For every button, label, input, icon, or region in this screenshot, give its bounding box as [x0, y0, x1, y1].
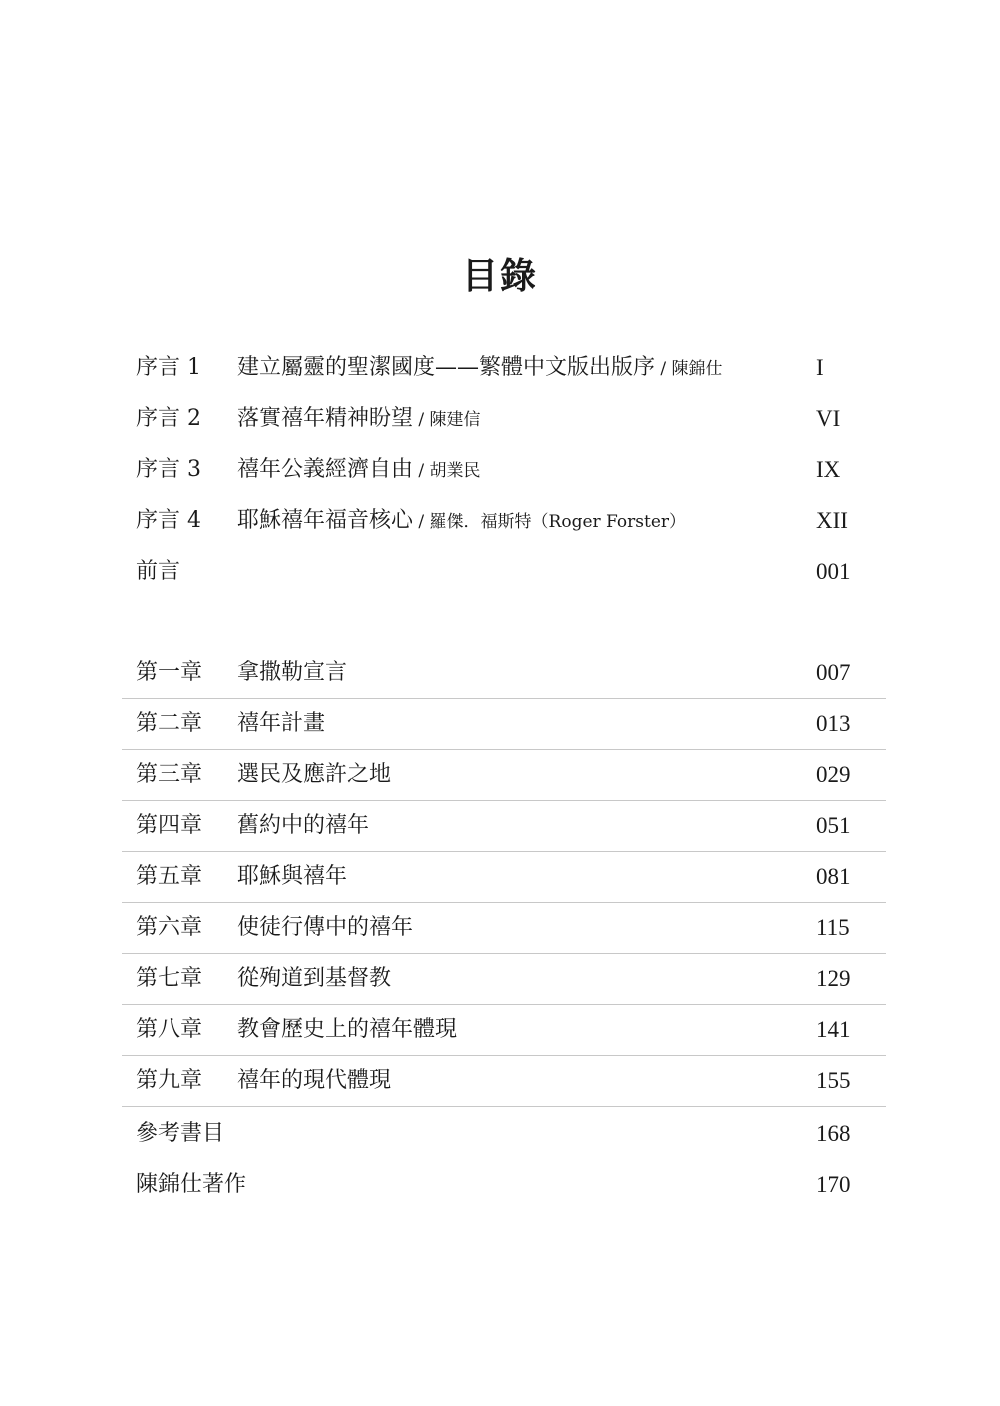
entry-page-number: 007 — [816, 660, 851, 685]
entry-title: 從殉道到基督教 — [237, 966, 392, 991]
entry-page-number: 029 — [816, 762, 851, 787]
entry-page-number: 168 — [816, 1121, 851, 1146]
entry-title: 禧年計畫 — [237, 711, 326, 736]
entry-author: / 羅傑．福斯特（Roger Forster） — [413, 512, 687, 532]
entry-page-number: IX — [816, 457, 841, 482]
entry-label: 序言 1 — [136, 355, 201, 380]
entry-author: / 陳建信 — [413, 410, 481, 430]
toc-entry-foreword[interactable] — [122, 546, 886, 597]
toc-entry-author-works[interactable] — [122, 1159, 886, 1210]
entry-label: 第三章 — [136, 762, 203, 787]
entry-page-number: 170 — [816, 1172, 851, 1197]
toc-entry-chapter-2[interactable] — [122, 698, 886, 750]
entry-title: 教會歷史上的禧年體現 — [237, 1017, 458, 1042]
toc-entry-chapter-9[interactable] — [122, 1055, 886, 1107]
entry-title-text: 落實禧年精神盼望 — [237, 406, 414, 431]
entry-page-number: XII — [816, 508, 848, 533]
entry-title: 舊約中的禧年 — [237, 813, 370, 838]
entry-page-number: 081 — [816, 864, 851, 889]
entry-page-number: 013 — [816, 711, 851, 736]
entry-author: / 胡業民 — [413, 461, 481, 481]
toc-entry-chapter-8[interactable] — [122, 1004, 886, 1056]
entry-label: 序言 2 — [136, 406, 201, 431]
toc-entry-chapter-1[interactable] — [122, 647, 886, 699]
toc-entry-chapter-6[interactable] — [122, 902, 886, 954]
entry-title — [237, 342, 723, 395]
entry-page-number: 129 — [816, 966, 851, 991]
entry-page-number: 115 — [816, 915, 850, 940]
entry-author: / 陳錦仕 — [655, 359, 723, 379]
entry-label: 第六章 — [136, 915, 203, 940]
entry-title: 禧年的現代體現 — [237, 1068, 392, 1093]
entry-title — [237, 495, 686, 548]
entry-title-text: 禧年公義經濟自由 — [237, 457, 414, 482]
toc-entry-preface-2[interactable] — [122, 393, 886, 444]
toc-entry-chapter-3[interactable] — [122, 749, 886, 801]
entry-page-number: 141 — [816, 1017, 851, 1042]
entry-label: 陳錦仕著作 — [136, 1172, 247, 1197]
entry-label: 第二章 — [136, 711, 203, 736]
entry-title — [237, 444, 481, 497]
entry-label: 序言 4 — [136, 508, 201, 533]
entry-label: 第四章 — [136, 813, 203, 838]
page-title: 目錄 — [461, 255, 538, 297]
entry-label: 第一章 — [136, 660, 203, 685]
entry-label: 序言 3 — [136, 457, 201, 482]
entry-page-number: VI — [816, 406, 841, 431]
toc-entry-preface-1[interactable] — [122, 342, 886, 393]
toc-entry-chapter-5[interactable] — [122, 851, 886, 903]
entry-label: 第五章 — [136, 864, 203, 889]
entry-label: 第九章 — [136, 1068, 203, 1093]
entry-page-number: I — [816, 355, 824, 380]
entry-title-text: 耶穌禧年福音核心 — [237, 508, 414, 533]
toc-entry-bibliography[interactable] — [122, 1108, 886, 1159]
entry-label: 第八章 — [136, 1017, 203, 1042]
entry-title: 拿撒勒宣言 — [237, 660, 348, 685]
entry-page-number: 051 — [816, 813, 851, 838]
entry-title: 耶穌與禧年 — [237, 864, 348, 889]
entry-title: 選民及應許之地 — [237, 762, 392, 787]
entry-label: 第七章 — [136, 966, 203, 991]
entry-page-number: 001 — [816, 559, 851, 584]
entry-label: 參考書目 — [136, 1121, 225, 1146]
toc-entry-preface-4[interactable] — [122, 495, 886, 546]
entry-page-number: 155 — [816, 1068, 851, 1093]
toc-entry-chapter-7[interactable] — [122, 953, 886, 1005]
entry-title: 使徒行傳中的禧年 — [237, 915, 414, 940]
toc-entry-chapter-4[interactable] — [122, 800, 886, 852]
entry-title — [237, 393, 481, 446]
toc-entry-preface-3[interactable] — [122, 444, 886, 495]
entry-title-text: 建立屬靈的聖潔國度——繁體中文版出版序 — [237, 355, 656, 380]
entry-label: 前言 — [136, 559, 181, 584]
